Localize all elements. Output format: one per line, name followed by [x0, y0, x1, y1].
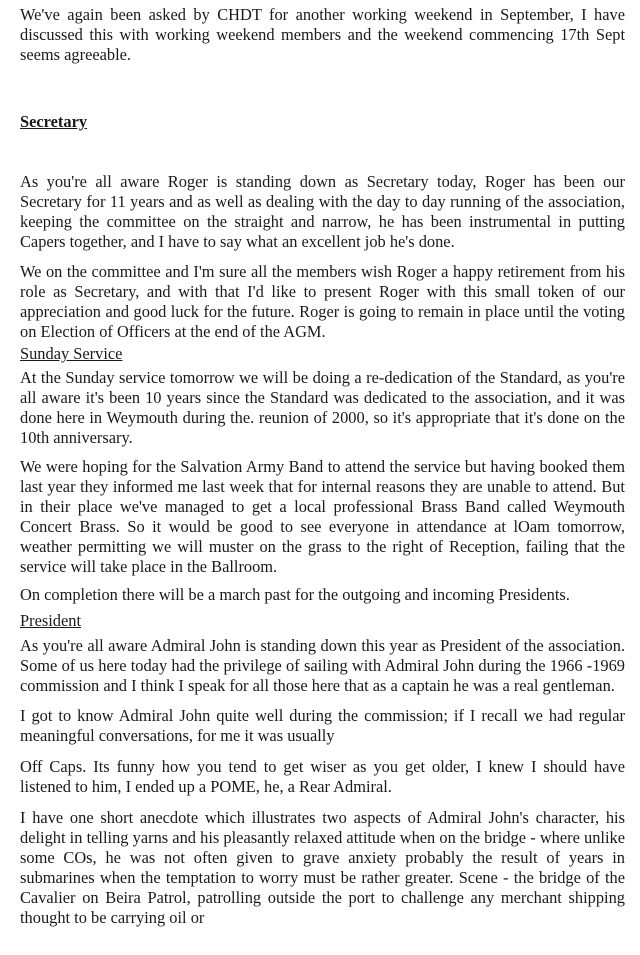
secretary-heading: Secretary [20, 112, 88, 131]
sunday-paragraph-2: We were hoping for the Salvation Army Band to attend the service but having booked them last year they informed me last week that for internal reasons they are unable to attend. But in their place we've managed to get a local professional Brass Band called Weymouth Concert Brass. So it would be good to see everyone in attendance at lOam tomorrow, weather permitting we will muster on the grass to the right of Reception, failing that the service will take place in the Ballroom. [20, 457, 625, 576]
president-heading: President [20, 611, 82, 630]
president-paragraph-4: I have one short anecdote which illustrates two aspects of Admiral John's character, his delight in telling yarns and his pleasantly relaxed attitude when on the bridge - where unlike some COs, he was not often given to grave anxiety probably the result of years in submarines when the temptation to worry must be rather greater. Scene - the bridge of the Cavalier on Beira Patrol, patrolling outside the port to challenge any merchant shipping thought to be carrying oil or [20, 808, 625, 927]
intro-paragraph: We've again been asked by CHDT for another working weekend in September, I have discussed this with working weekend members and the weekend commencing 17th Sept seems agreeable. [20, 5, 625, 64]
president-paragraph-3: Off Caps. Its funny how you tend to get wiser as you get older, I knew I should have listened to him, I ended up a POME, he, a Rear Admiral. [20, 757, 625, 796]
sunday-paragraph-1: At the Sunday service tomorrow we will be doing a re-dedication of the Standard, as you're all aware it's been 10 years since the Standard was dedicated to the association, and it was done here in Weymouth during the. reunion of 2000, so it's appropriate that it's done on the 10th anniversary. [20, 368, 625, 447]
sunday-paragraph-3: On completion there will be a march past for the outgoing and incoming Presidents. [20, 585, 570, 604]
secretary-paragraph-1: As you're all aware Roger is standing down as Secretary today, Roger has been our Secretary for 11 years and as well as dealing with the day to day running of the association, keeping the committee on the straight and narrow, he has been instrumental in putting Capers together, and I have to say what an excellent job he's done. [20, 172, 625, 251]
president-paragraph-1: As you're all aware Admiral John is standing down this year as President of the association. Some of us here today had the privilege of sailing with Admiral John during the 1966 -1969 commission and I think I speak for all those here that as a captain he was a real gentleman. [20, 636, 625, 695]
sunday-service-heading: Sunday Service [20, 344, 123, 363]
secretary-paragraph-2: We on the committee and I'm sure all the members wish Roger a happy retirement from his role as Secretary, and with that I'd like to present Roger with this small token of our appreciation and good luck for the future. Roger is going to remain in place until the voting on Election of Officers at the end of the AGM. [20, 262, 625, 341]
president-paragraph-2: I got to know Admiral John quite well during the commission; if I recall we had regular meaningful conversations, for me it was usually [20, 706, 625, 745]
